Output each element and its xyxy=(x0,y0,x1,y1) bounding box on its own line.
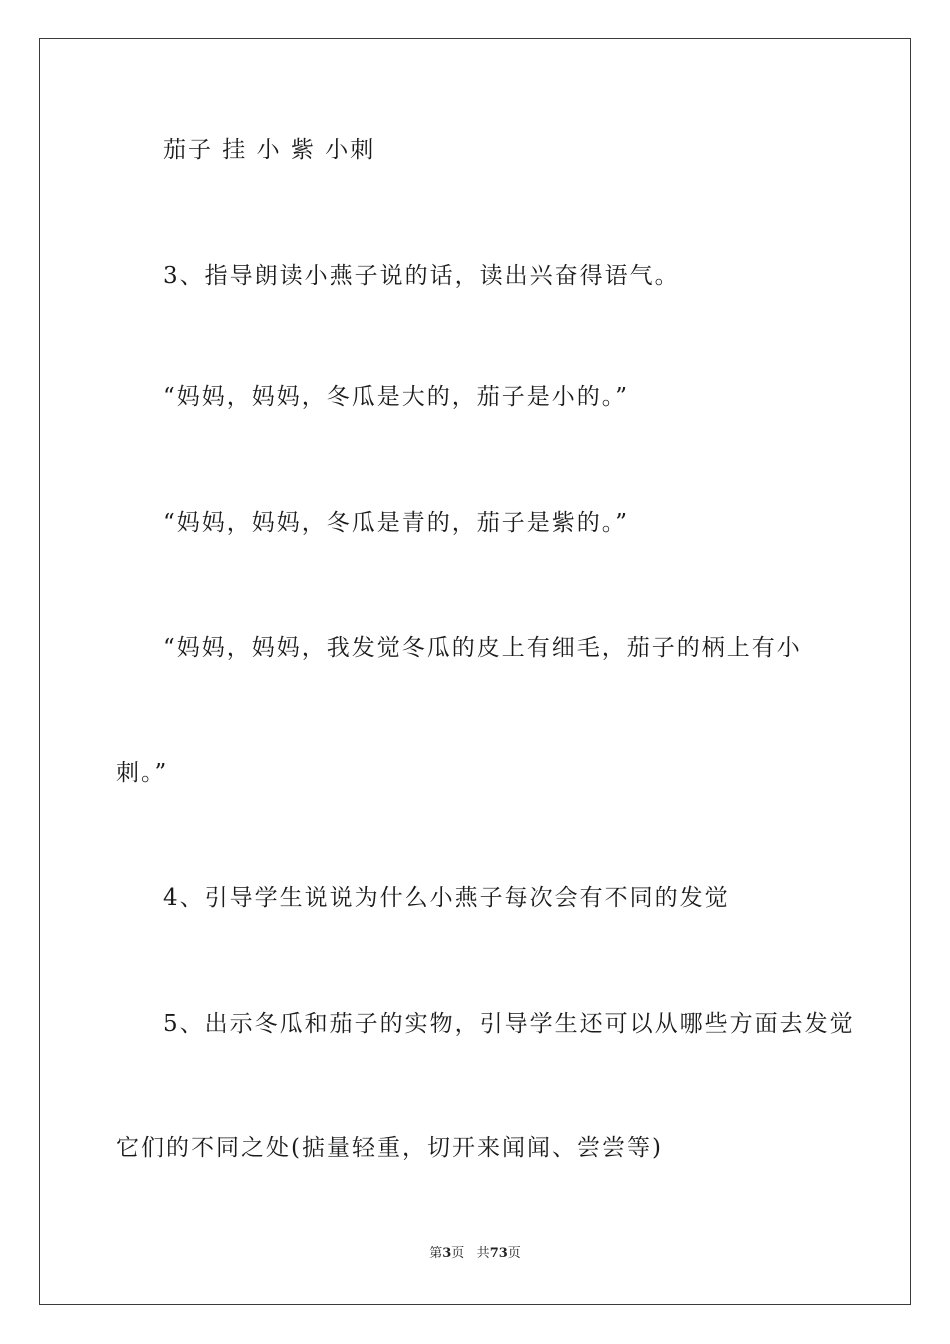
text-line-7: 4、引导学生说说为什么小燕子每次会有不同的发觉 xyxy=(163,885,730,911)
page-footer xyxy=(0,1245,950,1263)
page-prefix: 第 xyxy=(429,1246,443,1261)
total-pages: 73 xyxy=(489,1246,508,1261)
text-line-1: 茄子 挂 小 紫 小刺 xyxy=(163,137,376,163)
text-line-4: “妈妈，妈妈，冬瓜是青的，茄子是紫的。” xyxy=(163,510,630,536)
total-prefix: 共 xyxy=(476,1246,490,1261)
page-number: 3 xyxy=(442,1246,452,1261)
text-line-2: 3、指导朗读小燕子说的话，读出兴奋得语气。 xyxy=(163,263,680,289)
total-suffix: 页 xyxy=(507,1246,521,1261)
page-suffix: 页 xyxy=(451,1246,465,1261)
text-line-6: 刺。” xyxy=(116,760,169,786)
text-line-3: “妈妈，妈妈，冬瓜是大的，茄子是小的。” xyxy=(163,384,630,410)
page-border xyxy=(39,38,911,1305)
text-line-9: 它们的不同之处(掂量轻重，切开来闻闻、尝尝等) xyxy=(116,1135,663,1161)
text-line-5: “妈妈，妈妈，我发觉冬瓜的皮上有细毛，茄子的柄上有小 xyxy=(163,635,802,661)
text-line-8: 5、出示冬瓜和茄子的实物，引导学生还可以从哪些方面去发觉 xyxy=(163,1011,855,1037)
